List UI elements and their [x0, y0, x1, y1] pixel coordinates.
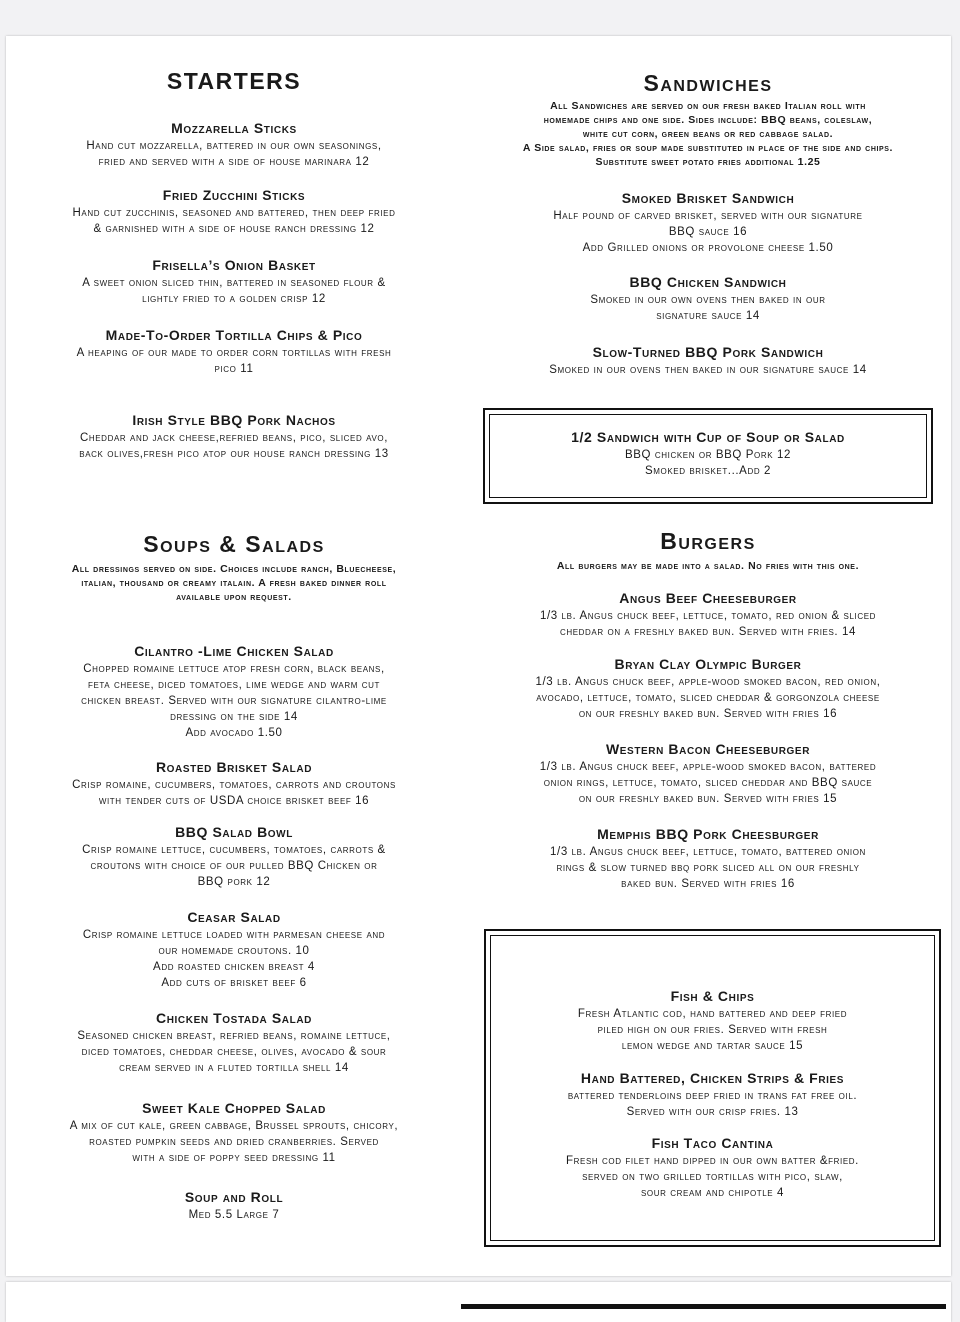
item-name: Angus Beef Cheeseburger — [619, 590, 797, 606]
item-name: Roasted Brisket Salad — [155, 759, 313, 775]
item-name: BBQ Chicken Sandwich — [629, 274, 787, 290]
section-title-soups-salads: Soups & Salads — [143, 531, 325, 557]
item-description: Hand cut zucchinis, seasoned and battered, then deep fried & garnished with a side of house ranch dressing 12 — [72, 207, 396, 235]
item-name: Slow-Turned BBQ Pork Sandwich — [592, 344, 824, 360]
section-note: All dressings served on side. Choices include ranch, Bluecheese, italian, thousand or creamy italain. A fresh baked dinner roll available upon request. — [71, 563, 397, 603]
item-description: A sweet onion sliced thin, battered in seasoned flour & lightly fried to a golden crisp 12 — [82, 277, 386, 305]
item-description: Med 5.5 Large 7 — [188, 1209, 280, 1221]
menu-item — [491, 1070, 934, 1120]
item-name: Bryan Clay Olympic Burger — [614, 656, 802, 672]
menu-item — [468, 590, 948, 640]
item-name: Made-To-Order Tortilla Chips & Pico — [105, 327, 363, 343]
combo-box — [483, 408, 933, 504]
item-name: Fried Zucchini Sticks — [162, 187, 306, 203]
item-name: Fish Taco Cantina — [651, 1135, 774, 1151]
item-name: Ceasar Salad — [187, 909, 281, 925]
item-name: BBQ Salad Bowl — [175, 824, 293, 840]
item-description: Half pound of carved brisket, served with our signature BBQ sauce 16 Add Grilled onions or provolone cheese 1.50 — [553, 210, 863, 254]
item-name: Mozzarella Sticks — [171, 120, 297, 136]
menu-item — [14, 1010, 454, 1076]
item-description: Cheddar and jack cheese,refried beans, pico, sliced avo, back olives,fresh pico atop our house ranch dressing 13 — [79, 432, 389, 460]
menu-item — [490, 429, 926, 479]
specials-box-inner — [490, 935, 935, 1241]
item-name: Sweet Kale Chopped Salad — [142, 1100, 326, 1116]
menu-item — [468, 344, 948, 378]
specials-box — [484, 929, 941, 1247]
section-title-sandwiches: Sandwiches — [643, 70, 773, 96]
menu-item — [14, 1189, 454, 1223]
item-name: Soup and Roll — [184, 1189, 284, 1205]
menu-item — [14, 412, 454, 462]
section-note: All Sandwiches are served on our fresh baked Italian roll with homemade chips and one side. Sides include: BBQ beans, coleslaw, white cut corn, green beans or red cabbage salad. A Side salad, fries or soup made substituted in place of the side and chips. Substitute sweet potato fries additional 1.25 — [522, 100, 894, 168]
item-name: Fish & Chips — [670, 988, 755, 1004]
menu-item — [468, 274, 948, 324]
menu-item — [14, 909, 454, 991]
item-description: A mix of cut kale, green cabbage, Brussel sprouts, chicory, roasted pumpkin seeds and dried cranberries. Served with a side of poppy seed dressing 11 — [69, 1120, 399, 1164]
menu-item — [468, 190, 948, 256]
item-description: Smoked in our ovens then baked in our signature sauce 14 — [549, 364, 867, 376]
item-name: Frisella’s Onion Basket — [152, 257, 316, 273]
item-description: 1/3 lb. Angus chuck beef, apple-wood smoked bacon, battered onion rings, lettuce, tomato, sliced cheddar and BBQ sauce on our freshly baked bun. Served with fries 15 — [539, 761, 877, 805]
item-name: Chicken Tostada Salad — [156, 1010, 312, 1026]
menu-item — [14, 759, 454, 809]
combo-box-inner — [489, 414, 927, 498]
section-note: All burgers may be made into a salad. No fries with this one. — [556, 560, 860, 572]
menu-item — [14, 120, 454, 170]
next-page — [6, 1282, 951, 1322]
menu-page — [6, 36, 951, 1276]
item-description: Fresh cod filet hand dipped in our own batter &fried. served on two grilled tortillas with pico, slaw, sour cream and chipotle 4 — [566, 1155, 859, 1199]
item-description: BBQ chicken or BBQ Pork 12 Smoked brisket...Add 2 — [625, 449, 791, 477]
menu-item — [491, 1135, 934, 1201]
left-column — [14, 36, 454, 1276]
item-description: Crisp romaine lettuce loaded with parmesan cheese and our homemade croutons. 10 Add roasted chicken breast 4 Add cuts of brisket beef 6 — [82, 929, 386, 989]
item-name: Cilantro -Lime Chicken Salad — [134, 643, 334, 659]
menu-item — [14, 824, 454, 890]
item-name: Smoked Brisket Sandwich — [621, 190, 795, 206]
item-description: 1/3 lb. Angus chuck beef, apple-wood smoked bacon, red onion, avocado, lettuce, tomato, sliced cheddar & gorgonzola cheese on our freshly baked bun. Served with fries 16 — [535, 676, 881, 720]
right-column — [468, 36, 948, 1276]
item-description: A heaping of our made to order corn tortillas with fresh pico 11 — [76, 347, 392, 375]
item-name: Hand Battered, Chicken Strips & Fries — [580, 1070, 845, 1086]
next-page-border — [461, 1304, 946, 1309]
menu-item — [14, 643, 454, 741]
menu-item — [468, 656, 948, 722]
item-description: Seasoned chicken breast, refried beans, romaine lettuce, diced tomatoes, cheddar cheese, olives, avocado & sour cream served in a fluted tortilla shell 14 — [77, 1030, 391, 1074]
item-description: Hand cut mozzarella, battered in our own seasonings, fried and served with a side of house marinara 12 — [86, 140, 382, 168]
menu-item — [491, 988, 934, 1054]
item-description: Crisp romaine, cucumbers, tomatoes, carrots and croutons with tender cuts of USDA choice brisket beef 16 — [72, 779, 396, 807]
section-title-burgers: Burgers — [660, 528, 756, 554]
item-name: Memphis BBQ Pork Cheesburger — [597, 826, 819, 842]
menu-item — [14, 257, 454, 307]
menu-item — [14, 187, 454, 237]
item-name: Irish Style BBQ Pork Nachos — [132, 412, 336, 428]
menu-item — [468, 826, 948, 892]
section-title-starters: STARTERS — [166, 68, 302, 94]
menu-item — [468, 741, 948, 807]
item-name: Western Bacon Cheeseburger — [605, 741, 811, 757]
item-description: 1/3 lb. Angus chuck beef, lettuce, tomato, battered onion rings & slow turned bbq pork sliced all on our freshly baked bun. Served with fries 16 — [550, 846, 866, 890]
item-description: Crisp romaine lettuce, cucumbers, tomatoes, carrots & croutons with choice of our pulled BBQ Chicken or BBQ pork 12 — [82, 844, 386, 888]
item-description: Chopped romaine lettuce atop fresh corn, black beans, feta cheese, diced tomatoes, lime wedge and warm cut chicken breast. Served with our signature cilantro-lime dressing on the side 14 Add avocado 1.50 — [81, 663, 387, 739]
item-description: Fresh Atlantic cod, hand battered and deep fried piled high on our fries. Served with fresh lemon wedge and tartar sauce 15 — [577, 1008, 848, 1052]
item-description: battered tenderloins deep fried in trans fat free oil. Served with our crisp fries. 13 — [567, 1090, 858, 1118]
item-name: 1/2 Sandwich with Cup of Soup or Salad — [571, 429, 845, 445]
menu-item — [14, 327, 454, 377]
item-description: Smoked in our own ovens then baked in our signature sauce 14 — [590, 294, 826, 322]
menu-item — [14, 1100, 454, 1166]
item-description: 1/3 lb. Angus chuck beef, lettuce, tomato, red onion & sliced cheddar on a freshly baked bun. Served with fries. 14 — [539, 610, 877, 638]
